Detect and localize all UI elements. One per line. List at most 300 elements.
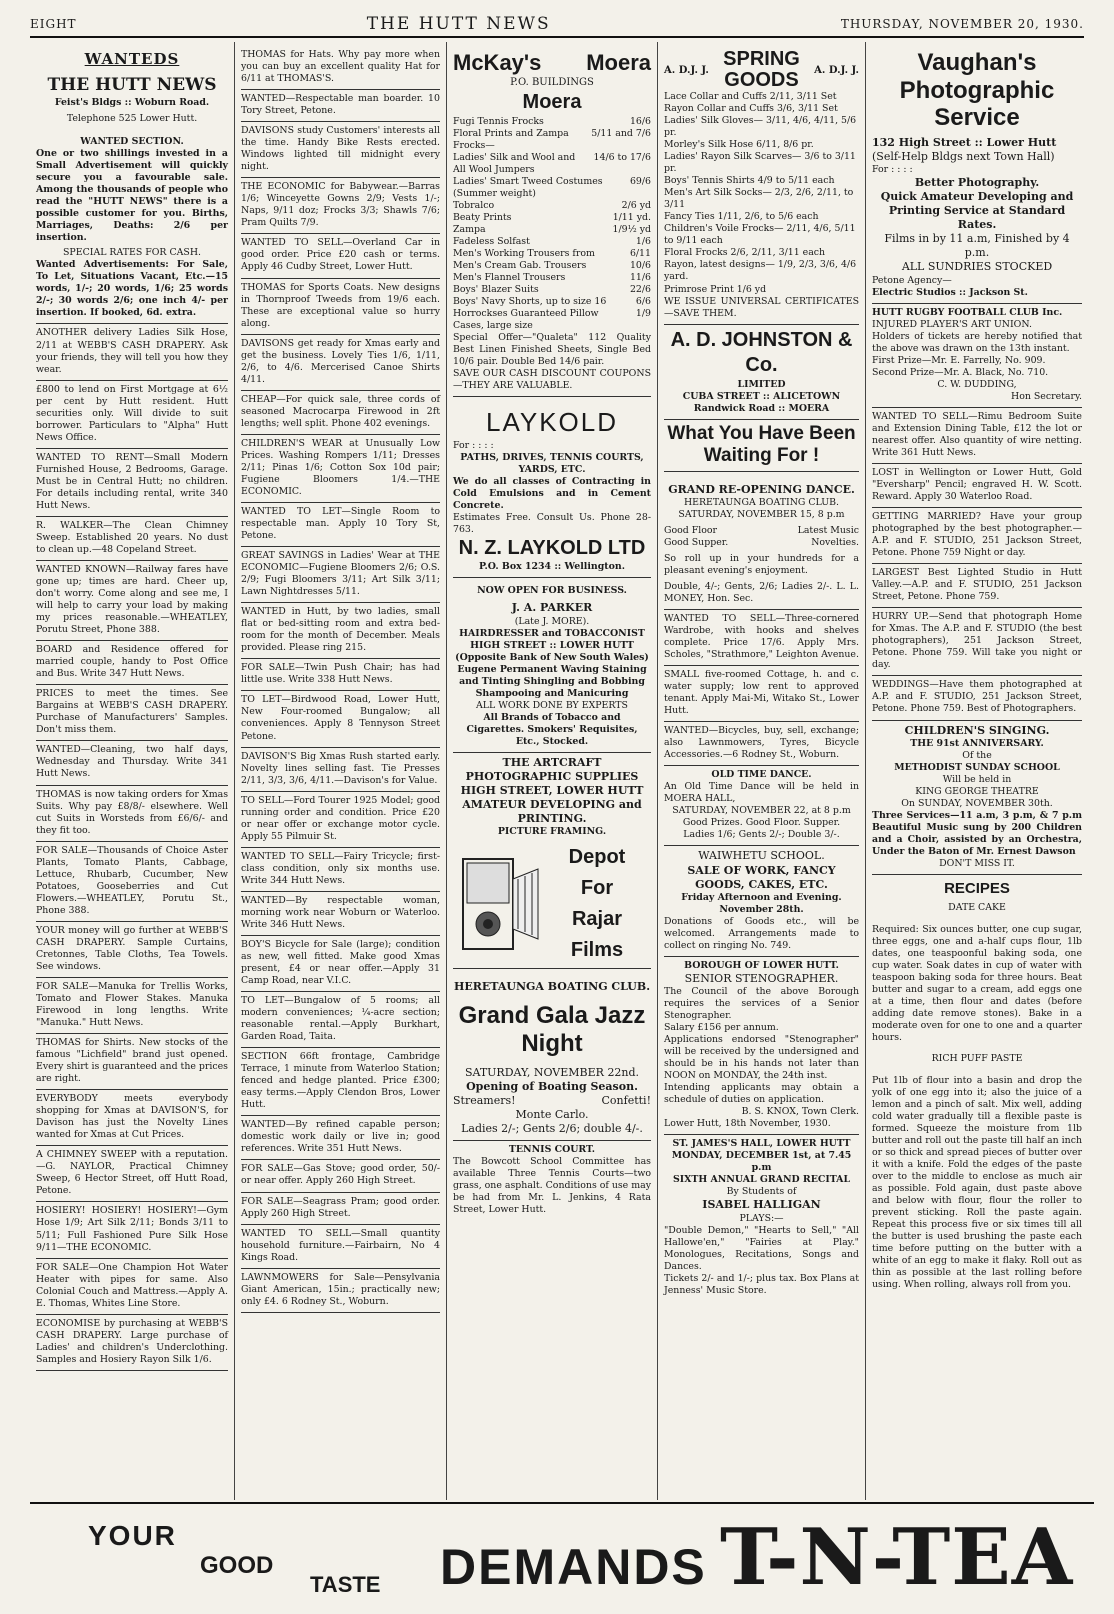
parker-name: J. A. PARKER bbox=[511, 601, 593, 615]
classified-ad bbox=[241, 435, 440, 503]
vaughan-ad bbox=[872, 46, 1082, 304]
classified-ad bbox=[872, 508, 1082, 564]
spring-item: Men's Art Silk Socks— 2/3, 2/6, 2/11, to 3/11 bbox=[664, 187, 854, 211]
recital-date: MONDAY, DECEMBER 1st, at 7.45 p.m bbox=[671, 1150, 852, 1174]
rugby-text: Holders of tickets are hereby notified that the above was drawn on the 13th instant. bbox=[872, 330, 1082, 354]
jazz-price: Ladies 2/-; Gents 2/6; double 4/-. bbox=[461, 1121, 643, 1135]
parker-late: (Late J. MORE). bbox=[514, 615, 590, 627]
old-time-dance-ad bbox=[664, 766, 859, 846]
price-row bbox=[453, 248, 651, 260]
vaughan-for: For : : : : bbox=[872, 163, 913, 175]
classified-ad bbox=[241, 547, 440, 603]
oldtime-date: SATURDAY, NOVEMBER 22, at 8 p.m bbox=[672, 805, 851, 817]
newspaper-title: THE HUTT NEWS bbox=[366, 14, 551, 34]
classified-text: WANTED TO SELL—Three-cornered Wardrobe, with hooks and shelves complete. Price 17/6. Apply Mrs. Scholes, "Strathmore," Leighton Avenue. bbox=[664, 612, 859, 660]
date-cake-heading: DATE CAKE bbox=[948, 902, 1006, 914]
puff-paste-heading: RICH PUFF PASTE bbox=[931, 1053, 1023, 1065]
price-row bbox=[453, 308, 651, 332]
paper-telephone: Telephone 525 Lower Hutt. bbox=[66, 112, 198, 124]
spring-item: Primrose Print 1/6 yd bbox=[664, 283, 767, 295]
recital-hall: ST. JAMES'S HALL, LOWER HUTT bbox=[672, 1138, 851, 1150]
classified-text: TO SELL—Ford Tourer 1925 Model; good running order and condition. Price £20 or near offer or exchange motor cycle. Apply 55 Pilmuir St. bbox=[241, 794, 440, 842]
classified-text: FOR SALE—Seagrass Pram; good order. Apply 260 High Street. bbox=[241, 1195, 440, 1219]
artcraft-name: THE ARTCRAFT PHOTOGRAPHIC SUPPLIES bbox=[465, 755, 639, 783]
item-price: 1/9½ yd bbox=[612, 223, 651, 235]
item-name: Beaty Prints bbox=[453, 211, 512, 223]
classified-text: DAVISONS get ready for Xmas early and get the business. Lovely Ties 1/6, 1/11, 2/6, to 4/6. Mercerised Canoe Shirts 4/11. bbox=[241, 337, 440, 385]
classified-text: WANTED TO SELL—Overland Car in good order. Price £20 cash or terms. Apply 46 Cudby Street, Lower Hutt. bbox=[241, 237, 440, 273]
johnston-name: A. D. JOHNSTON & Co. bbox=[670, 328, 853, 377]
classified-text: WANTED—Cleaning, two half days, Wednesday and Thursday. Write 341 Hutt News. bbox=[36, 744, 228, 780]
classified-ad bbox=[36, 517, 228, 561]
vaughan-agency: Petone Agency— bbox=[872, 274, 952, 286]
tn-tea-banner bbox=[30, 1502, 1094, 1608]
classified-text: LAWNMOWERS for Sale—Pensylvania Giant American, 15in.; practically new; only £4. 6 Rodney St., Woburn. bbox=[241, 1271, 440, 1307]
spring-item: Fancy Ties 1/11, 2/6, to 5/6 each bbox=[664, 211, 819, 223]
singing-date: On SUNDAY, NOVEMBER 30th. bbox=[901, 797, 1053, 809]
banner-good: GOOD bbox=[200, 1552, 274, 1579]
laykold-for: For : : : : bbox=[453, 439, 494, 451]
classified-text: WANTED TO RENT—Small Modern Furnished House, 2 Bedrooms, Garage. Must be in Central Hutt; no children. For details including rental, write 340 Hutt News. bbox=[36, 451, 228, 511]
oldtime-heading: OLD TIME DANCE. bbox=[711, 769, 812, 781]
singing-school: METHODIST SUNDAY SCHOOL bbox=[894, 761, 1060, 773]
section-heading: WANTED SECTION. bbox=[80, 136, 184, 147]
classified-ad bbox=[872, 464, 1082, 508]
johnston-ad bbox=[664, 325, 859, 420]
classified-text: THOMAS for Shirts. New stocks of the famous "Lichfield" brand just opened. Every shirt is guaranteed and the prices are right. bbox=[36, 1037, 228, 1085]
spring-title-1: SPRING bbox=[723, 48, 800, 70]
depot-line: Rajar bbox=[571, 908, 623, 931]
singing-text: Three Services—11 a.m, 3 p.m, & 7 p.m Beautiful Music sung by 200 Children and a Choir, assisted by an Orchestra, Under the Baton of Mr. Ernest Dawson bbox=[872, 809, 1082, 857]
classified-ad bbox=[241, 1048, 440, 1116]
item-price: 10/6 bbox=[629, 259, 651, 271]
vaughan-electric: Electric Studios :: Jackson St. bbox=[872, 286, 1028, 298]
oldtime-price: Ladies 1/6; Gents 2/-; Double 3/-. bbox=[683, 829, 840, 841]
spring-title bbox=[723, 49, 800, 91]
item-name: Ladies' Silk and Wool and All Wool Jumpers bbox=[453, 151, 576, 175]
price-row bbox=[453, 200, 651, 212]
price-row bbox=[453, 116, 651, 128]
classified-text: DAVISONS study Customers' interests all the time. Handy Bike Rests erected. Windows lighted till midnight every night. bbox=[241, 125, 440, 173]
borough-intending: Intending applicants may obtain a schedule of duties on application. bbox=[664, 1082, 859, 1106]
classified-text: HURRY UP.—Send that photograph Home for Xmas. The A.P. and F. STUDIO (the best photographers), 251 Jackson Street, Petone. Phone 759. Will take you night or day. bbox=[872, 611, 1082, 671]
borough-ad bbox=[664, 957, 859, 1135]
classified-text: BOARD and Residence offered for married couple, handy to Post Office and Bus. Write 347 Hutt News. bbox=[36, 644, 228, 680]
item-price: 1/6 bbox=[635, 235, 651, 247]
classified-ad bbox=[241, 46, 440, 90]
classified-ad bbox=[241, 1160, 440, 1192]
camera-icon bbox=[453, 849, 543, 959]
classified-ad bbox=[241, 992, 440, 1048]
artcraft-address: HIGH STREET, LOWER HUTT bbox=[460, 784, 644, 798]
singing-held: Will be held in bbox=[942, 773, 1012, 785]
singing-of: Of the bbox=[962, 749, 992, 761]
paper-address: Feist's Bldgs :: Woburn Road. bbox=[54, 96, 210, 108]
classified-ad bbox=[241, 1116, 440, 1160]
dance-supper: Good Supper. bbox=[664, 536, 729, 548]
classified-text: THOMAS is now taking orders for Xmas Suits. Why pay £8/8/- elsewhere. Well cut Suits in Worsteds from £6/6/- and they fit too. bbox=[36, 788, 228, 836]
classified-text: WANTED—By respectable woman, morning work near Woburn or Waterloo. Write 346 Hutt News. bbox=[241, 894, 440, 930]
rates-heading: SPECIAL RATES FOR CASH. bbox=[63, 247, 201, 259]
tennis-court-ad bbox=[453, 1141, 651, 1220]
classified-text: R. WALKER—The Clean Chimney Sweep. Established 20 years. No dust to clean up.—48 Copeland Street. bbox=[36, 519, 228, 555]
classified-text: SECTION 66ft frontage, Cambridge Terrace, 1 minute from Waterloo Station; fenced and hedge planted. Price £300; easy terms.—Apply Clendon Bros, Lower Hutt. bbox=[241, 1051, 440, 1111]
spring-logo-right: A. D.J. J. bbox=[814, 64, 859, 76]
borough-heading: BOROUGH OF LOWER HUTT. bbox=[684, 959, 839, 971]
classified-ad bbox=[872, 608, 1082, 676]
jazz-night-ad bbox=[453, 969, 651, 1141]
classified-ad bbox=[241, 603, 440, 659]
waiwhetu-heading: WAIWHETU SCHOOL. bbox=[698, 849, 825, 863]
singing-miss: DON'T MISS IT. bbox=[939, 857, 1015, 869]
classified-text: FOR SALE—Manuka for Trellis Works, Tomato and Flower Stakes. Manuka Firewood in long lengths. Write "Manuka." Hutt News. bbox=[36, 980, 228, 1029]
classified-ad bbox=[241, 1193, 440, 1225]
rugby-role: Hon Secretary. bbox=[1011, 390, 1082, 402]
dance-features-1 bbox=[664, 525, 859, 537]
classified-text: CHEAP—For quick sale, three cords of seasoned Macrocarpa Firewood in 2ft lengths; well split. Phone 402 evenings. bbox=[241, 393, 440, 429]
depot-line: For bbox=[580, 877, 614, 900]
classified-text: BOY'S Bicycle for Sale (large); condition as new, well fitted. Make good Xmas present, £4 or near offer.—Apply 31 Camp Road, near V.I.C. bbox=[241, 938, 440, 987]
price-row bbox=[453, 224, 651, 236]
classified-ad bbox=[36, 922, 228, 978]
price-row bbox=[453, 212, 651, 224]
classified-text: HOSIERY! HOSIERY! HOSIERY!—Gym Hose 1/9; Art Silk 2/11; Bonds 3/11 to 5/11; Full Fashioned Pure Silk Hose 9/11—THE ECONOMIC. bbox=[36, 1205, 228, 1253]
spring-certs: WE ISSUE UNIVERSAL CERTIFICATES—SAVE THEM. bbox=[664, 295, 859, 319]
classified-text: WANTED TO LET—Single Room to respectable man. Apply 10 Tory St, Petone. bbox=[241, 506, 440, 542]
waiting-line-2: Waiting For ! bbox=[703, 444, 820, 466]
classified-ad bbox=[241, 503, 440, 547]
spring-item: Rayon Collar and Cuffs 3/6, 3/11 Set bbox=[664, 103, 838, 115]
classified-ad bbox=[241, 391, 440, 435]
singing-anniversary: THE 91st ANNIVERSARY. bbox=[910, 737, 1044, 749]
rugby-first: First Prize—Mr. E. Farrelly, No. 909. bbox=[872, 354, 1046, 366]
issue-date: THURSDAY, NOVEMBER 20, 1930. bbox=[840, 17, 1084, 31]
waiting-ad bbox=[664, 420, 859, 472]
vaughan-title: Vaughan's Photographic Service bbox=[899, 49, 1055, 132]
classified-list bbox=[36, 324, 228, 1370]
classified-ad bbox=[36, 685, 228, 741]
laykold-text: We do all classes of Contracting in Cold Emulsions and in Cement Concrete. bbox=[453, 475, 651, 511]
johnston-limited: LIMITED bbox=[737, 378, 786, 390]
banner-demands: DEMANDS bbox=[440, 1539, 707, 1595]
item-name: Men's Flannel Trousers bbox=[453, 271, 566, 283]
tennis-text: The Bowcott School Committee has available Three Tennis Courts—two grass, one asphalt. Conditions of use may be had from Mr. L. Jenkins, 4 Rata Street, Lower Hutt. bbox=[453, 1155, 651, 1216]
recital-tickets: Tickets 2/- and 1/-; plus tax. Box Plans at Jenness' Music Store. bbox=[664, 1272, 859, 1296]
column-classifieds bbox=[235, 42, 447, 1500]
borough-text: The Council of the above Borough requires the services of a Senior Stenographer. bbox=[664, 985, 859, 1021]
item-name: Zampa bbox=[453, 223, 486, 235]
recital-ad bbox=[664, 1135, 859, 1300]
tennis-heading: TENNIS COURT. bbox=[508, 1143, 596, 1155]
classified-text: TO LET—Bungalow of 5 rooms; all modern conveniences; ¼-acre section; reasonable rental.—Apply Burkhart, Garden Road, Taita. bbox=[241, 995, 440, 1043]
dance-text: So roll up in your hundreds for a pleasant evening's enjoyment. bbox=[664, 552, 859, 576]
recital-title: SIXTH ANNUAL GRAND RECITAL bbox=[672, 1174, 851, 1186]
classified-text: GREAT SAVINGS in Ladies' Wear at THE ECONOMIC—Fugiene Bloomers 2/6; O.S. 2/9; Fugi Bloomers 3/11; Art Silk 3/11; Lawn Nightdresses 5/11. bbox=[241, 550, 440, 598]
masthead-rule bbox=[30, 36, 1084, 38]
classified-ad bbox=[664, 610, 859, 666]
puff-paste-text: Put 1lb of flour into a basin and drop the yolk of one egg into it; also the juice of a lemon and a pinch of salt. Mix well, adding cold water gradually till a flexible paste is formed. Squeeze the moisture from 1lb butter and roll out the paste till half an inch or so thick and spread pieces of butter over it with a knife. Fold the edges of the paste over to the middle to enclose as much air as possible. Fold again, dust paste above and below with flour, flour the roller to prevent sticking. Roll the paste again. Repeat this process five or six times till all the butter is used brushing the paste each time before putting on the butter with a white of an egg to make it flaky. Roll out as thin as possible at the last rolling before using. When rolling, always roll from you. bbox=[872, 1074, 1082, 1291]
parker-opposite: (Opposite Bank of New South Wales) bbox=[455, 651, 649, 663]
classified-ad bbox=[36, 561, 228, 641]
item-name: Boys' Blazer Suits bbox=[453, 283, 539, 295]
classified-text: LOST in Wellington or Lower Hutt, Gold "Eversharp" Pencil; engraved H. W. Scott. Reward. Apply 30 Waterloo Road. bbox=[872, 466, 1082, 503]
oldtime-prizes: Good Prizes. Good Floor. Supper. bbox=[682, 817, 841, 829]
spring-item: Ladies' Silk Gloves— 3/11, 4/6, 4/11, 5/6 pr. bbox=[664, 115, 857, 139]
borough-sign: B. S. KNOX, Town Clerk. bbox=[741, 1106, 859, 1118]
jazz-extras bbox=[453, 1094, 651, 1108]
rugby-heading: HUTT RUGBY FOOTBALL CLUB Inc. bbox=[872, 306, 1063, 318]
item-price: 1/11 yd. bbox=[612, 211, 651, 223]
vaughan-quick: Quick Amateur Developing and Printing Service at Standard Rates. bbox=[880, 190, 1074, 232]
banner-your: YOUR bbox=[88, 1520, 177, 1551]
mckay-name: McKay's bbox=[453, 50, 542, 75]
waiwhetu-when: Friday Afternoon and Evening. November 28th. bbox=[681, 891, 842, 915]
classified-text: WANTED in Hutt, by two ladies, small flat or bed-sitting room and extra bed-room for the month of December. Meals provided. Please ring 215. bbox=[241, 606, 440, 654]
laykold-title: LAYKOLD bbox=[485, 407, 618, 438]
classified-text: LARGEST Best Lighted Studio in Hutt Valley.—A.P. and F. STUDIO, 251 Jackson Street, Petone. Phone 759. bbox=[872, 567, 1082, 603]
dance-price: Double, 4/-; Gents, 2/6; Ladies 2/-. L. L. MONEY, Hon. Sec. bbox=[664, 580, 859, 604]
masthead bbox=[30, 14, 1084, 34]
depot-rajar bbox=[543, 842, 651, 966]
classified-ad bbox=[241, 122, 440, 178]
classified-text: WANTED—By refined capable person; domestic work daily or live in; good references. Write 351 Hutt News. bbox=[241, 1119, 440, 1155]
item-price: 6/6 bbox=[635, 296, 651, 308]
rugby-ad bbox=[872, 304, 1082, 408]
price-row bbox=[453, 128, 651, 152]
classified-text: WEDDINGS—Have them photographed at A.P. and F. STUDIO, 251 Jackson Street, Petone. Phone 759. Best of Photographers. bbox=[872, 679, 1082, 715]
classified-text: ANOTHER delivery Ladies Silk Hose, 2/11 at WEBB'S CASH DRAPERY. Ask your friends, they will tell you how they wear. bbox=[36, 327, 228, 375]
classified-text: GETTING MARRIED? Have your group photographed by the best photographer.—A.P. and F. STUDIO, 251 Jackson Street, Petone. Phone 759 Night or day. bbox=[872, 511, 1082, 559]
waiwhetu-sale: SALE OF WORK, FANCY GOODS, CAKES, ETC. bbox=[687, 863, 836, 891]
rugby-second: Second Prize—Mr. A. Black, No. 710. bbox=[872, 366, 1049, 378]
item-price: 1/9 bbox=[635, 308, 651, 320]
classified-ad bbox=[36, 641, 228, 685]
column-wanteds bbox=[30, 42, 235, 1500]
classified-ad bbox=[36, 978, 228, 1034]
classified-text: £800 to lend on First Mortgage at 6½ per cent by Hutt resident. Hutt securities only. Will divide to suit borrower. Particulars to "Alpha" Hutt News Office. bbox=[36, 383, 228, 443]
depot-box bbox=[453, 844, 651, 964]
classified-text: WANTED TO SELL—Rimu Bedroom Suite and Extension Dining Table, £12 the lot or nearest offer. Also quantity of wire netting. Write 361 Hutt News. bbox=[872, 410, 1082, 458]
classified-text: SMALL five-roomed Cottage, h. and c. water supply; low rent to approved tenant. Apply Mai-Mi, Witako St., Lower Hutt. bbox=[664, 669, 859, 717]
artcraft-ad bbox=[453, 753, 651, 969]
parker-experts: ALL WORK DONE BY EXPERTS bbox=[476, 699, 628, 711]
oldtime-text: An Old Time Dance will be held in MOERA HALL, bbox=[664, 781, 859, 805]
rugby-sign: C. W. DUDDING, bbox=[937, 378, 1017, 390]
classified-text: WANTED—Bicycles, buy, sell, exchange; also Lawnmowers, Tyres, Bicycle Accessories.—6 Rodney St., Woburn. bbox=[664, 725, 859, 761]
classified-text: ECONOMISE by purchasing at WEBB'S CASH DRAPERY. Large purchase of Ladies' and children's Underclothing. Samples and Hosiery Rayon Silk 1/6. bbox=[36, 1317, 228, 1365]
borough-salary: Salary £156 per annum. bbox=[664, 1022, 779, 1034]
recital-name: ISABEL HALLIGAN bbox=[702, 1198, 821, 1212]
classified-ad bbox=[241, 178, 440, 234]
johnston-street: CUBA STREET :: ALICETOWN bbox=[682, 390, 841, 402]
columns bbox=[30, 42, 1094, 1500]
parker-ad bbox=[453, 578, 651, 752]
waiting-line-1: What You Have Been bbox=[667, 422, 856, 444]
section-text: One or two shillings invested in a Small Advertisement will quickly secure you a favourable sale. Among the thousands of people who read the "HUTT NEWS" there is a possible customer for you. Births, Marriages, Deaths: 2/6 per insertion. bbox=[36, 148, 228, 244]
classified-text: PRICES to meet the times. See Bargains at WEBB'S CASH DRAPERY. Purchase of Manufacturers' Samples. Don't miss them. bbox=[36, 688, 228, 736]
laykold-estimates: Estimates Free. Consult Us. Phone 28-763. bbox=[453, 511, 651, 535]
column-notices bbox=[866, 42, 1088, 1500]
classified-ad bbox=[241, 936, 440, 992]
jazz-title: Grand Gala Jazz Night bbox=[458, 1002, 646, 1057]
classified-ad bbox=[872, 676, 1082, 720]
classified-text: FOR SALE—One Champion Hot Water Heater with pipes for same. Also Colonial Couch and Mattress.—Apply A. E. Thomas, Whites Line Store. bbox=[36, 1261, 228, 1309]
parker-trade: HAIRDRESSER and TOBACCONIST HIGH STREET :: LOWER HUTT bbox=[459, 627, 645, 651]
spring-item: Ladies' Rayon Silk Scarves— 3/6 to 3/11 pr. bbox=[664, 151, 856, 175]
wanteds-title: WANTEDS bbox=[84, 50, 180, 68]
spring-item: Rayon, latest designs— 1/9, 2/3, 3/6, 4/6 yard. bbox=[664, 259, 857, 283]
dance-club: HERETAUNGA BOATING CLUB. bbox=[683, 496, 840, 508]
waiwhetu-text: Donations of Goods etc., will be welcomed. Arrangements made to collect on ringing No. 749. bbox=[664, 915, 859, 951]
classified-ad bbox=[36, 842, 228, 922]
classified-ad bbox=[36, 449, 228, 517]
spring-logo-left: A. D.J. J. bbox=[664, 64, 709, 76]
borough-sub: SENIOR STENOGRAPHER. bbox=[684, 971, 839, 985]
depot-line: Films bbox=[570, 939, 624, 962]
recital-plays: "Double Demon," "Hearts to Sell," "All Hallowe'en," "Fairies at Play." Monologues, Recitations, Songs and Dances. bbox=[664, 1224, 859, 1272]
artcraft-amateur: AMATEUR DEVELOPING and PRINTING. bbox=[462, 798, 642, 826]
parker-brands: All Brands of Tobacco and Cigarettes. Smokers' Requisites, Etc., Stocked. bbox=[466, 711, 638, 747]
classified-text: WANTED TO SELL—Small quantity household furniture.—Fairbairn, No 4 Kings Road. bbox=[241, 1227, 440, 1263]
classified-ad bbox=[241, 335, 440, 391]
classified-ad bbox=[241, 1225, 440, 1269]
jazz-streamers: Streamers! bbox=[453, 1093, 516, 1107]
jazz-club: HERETAUNGA BOATING CLUB. bbox=[453, 980, 651, 994]
spring-goods-ad bbox=[664, 46, 859, 325]
laykold-ad bbox=[453, 397, 651, 578]
vaughan-better: Better Photography. bbox=[914, 175, 1040, 189]
banner-tea: T-N-TEA bbox=[720, 1512, 1074, 1603]
classified-ad bbox=[241, 90, 440, 122]
recital-plays-head: PLAYS:— bbox=[739, 1212, 784, 1224]
dance-heading: GRAND RE-OPENING DANCE. bbox=[668, 482, 855, 496]
classified-ad bbox=[241, 1269, 440, 1313]
waiwhetu-ad bbox=[664, 846, 859, 956]
classified-text: YOUR money will go further at WEBB'S CASH DRAPERY. Sample Curtains, Cretonnes, Table Cloths, Tea Towels. See windows. bbox=[36, 924, 228, 972]
classified-ad bbox=[36, 1034, 228, 1090]
classified-ad bbox=[36, 324, 228, 380]
singing-theatre: KING GEORGE THEATRE bbox=[915, 785, 1039, 797]
paper-name: THE HUTT NEWS bbox=[47, 75, 217, 96]
reopening-dance-ad bbox=[664, 472, 859, 610]
classified-text: THE ECONOMIC for Babywear.—Barras 1/6; Winceyette Gowns 2/9; Vests 1/-; Naps, 9/11 doz; Frocks 3/3; Shawls 7/6; Pram Quilts 7/9. bbox=[241, 181, 440, 229]
classified-ad bbox=[36, 741, 228, 785]
price-row bbox=[453, 236, 651, 248]
dance-music: Latest Music bbox=[797, 524, 859, 536]
classified-ad bbox=[872, 408, 1082, 464]
classified-ad bbox=[241, 234, 440, 278]
classified-ad bbox=[241, 279, 440, 335]
classified-text: DAVISON'S Big Xmas Rush started early. Novelty lines selling fast. Tie Presses 2/11, 3/3, 3/6, 4/11.—Davison's for Value. bbox=[241, 750, 440, 786]
classified-ad bbox=[36, 381, 228, 449]
classified-text: WANTED TO SELL—Fairy Tricycle; first-class condition, only six months use. Write 344 Hutt News. bbox=[241, 850, 440, 886]
coupons-note: SAVE OUR CASH DISCOUNT COUPONS—THEY ARE VALUABLE. bbox=[453, 368, 651, 392]
classified-text: EVERYBODY meets everybody shopping for Xmas at DAVISON'S, for Davison has just the Novelty Lines wanted for Xmas at Cut Prices. bbox=[36, 1093, 228, 1141]
classified-text: FOR SALE—Twin Push Chair; has had little use. Write 338 Hutt News. bbox=[241, 662, 440, 686]
item-price: 5/11 and 7/6 bbox=[591, 127, 651, 139]
classified-ad bbox=[241, 691, 440, 747]
mckay-header bbox=[453, 49, 651, 77]
mckay-place: Moera bbox=[522, 90, 582, 113]
singing-ad bbox=[872, 721, 1082, 875]
page-number: EIGHT bbox=[30, 17, 77, 31]
spring-item: Morley's Silk Hose 6/11, 8/6 pr. bbox=[664, 139, 814, 151]
price-row bbox=[453, 176, 651, 200]
laykold-box: P.O. Box 1234 :: Wellington. bbox=[479, 561, 625, 573]
classified-ad bbox=[36, 1315, 228, 1371]
column-display-ads bbox=[447, 42, 658, 1500]
item-price: 69/6 bbox=[629, 175, 651, 187]
item-price: 22/6 bbox=[629, 283, 651, 295]
item-name: Fadeless Solfast bbox=[453, 235, 530, 247]
classified-ad bbox=[36, 1202, 228, 1258]
item-price: 16/6 bbox=[629, 115, 651, 127]
classified-text: CHILDREN'S WEAR at Unusually Low Prices. Washing Rompers 1/11; Dresses 2/11; Pinas 1/6; Cotton Sox 10d pair; Fugiene Bloomers 1/4.—THE ECONOMIC. bbox=[241, 437, 440, 497]
classified-ad bbox=[241, 748, 440, 792]
laykold-company: N. Z. LAYKOLD LTD bbox=[458, 536, 646, 559]
laykold-paths: PATHS, DRIVES, TENNIS COURTS, YARDS, ETC. bbox=[460, 451, 644, 475]
spring-item: Lace Collar and Cuffs 2/11, 3/11 Set bbox=[664, 91, 837, 102]
item-price: 11/6 bbox=[629, 271, 651, 283]
classified-text: FOR SALE—Thousands of Choice Aster Plants, Tomato Plants, Cabbage, Lettuce, Rhubarb, Cucumber, New Potatoes, Gooseberries and Cut Flowers.—WHEATLEY, Porutu St., Phone 388. bbox=[36, 844, 228, 916]
classified-ad bbox=[241, 848, 440, 892]
classified-list bbox=[664, 610, 859, 766]
price-list bbox=[453, 116, 651, 333]
classified-text: WANTED—Respectable man boarder. 10 Tory Street, Petone. bbox=[241, 93, 440, 117]
item-price: 14/6 to 17/6 bbox=[593, 151, 651, 163]
item-price: 2/6 yd bbox=[621, 199, 651, 211]
price-row bbox=[453, 296, 651, 308]
item-price: 6/11 bbox=[629, 247, 651, 259]
spring-item: Children's Voile Frocks— 2/11, 4/6, 5/11 to 9/11 each bbox=[664, 223, 856, 247]
item-name: Tobralco bbox=[453, 199, 495, 211]
classified-text: FOR SALE—Gas Stove; good order, 50/- or near offer. Apply 260 High Street. bbox=[241, 1163, 440, 1187]
recipes-section bbox=[872, 879, 1082, 1291]
price-row bbox=[453, 152, 651, 176]
spring-header bbox=[664, 49, 859, 91]
jazz-date: SATURDAY, NOVEMBER 22nd. bbox=[464, 1065, 640, 1079]
mckay-location: Moera bbox=[586, 50, 651, 75]
johnston-road: Randwick Road :: MOERA bbox=[693, 402, 830, 414]
item-name: Floral Prints and Zampa Frocks— bbox=[453, 127, 569, 151]
parker-services: Eugene Permanent Waving Staining and Tinting Shingling and Bobbing Shampooing and Manicuring bbox=[457, 663, 647, 699]
item-name: Fugi Tennis Frocks bbox=[453, 115, 544, 127]
date-cake-text: Required: Six ounces butter, one cup sugar, three eggs, one and a-half cups flour, 1lb dates, one teaspoonful baking soda, one cup water. Soak dates in cup of water with teaspoon baking soda for three hours. Beat butter and sugar to a cream, add eggs one at a time, then flour and dates (before adding date remove stones). Bake in a moderate oven for one to one and a quarter hours. bbox=[872, 923, 1082, 1043]
dance-date: SATURDAY, NOVEMBER 15, 8 p.m bbox=[678, 508, 845, 520]
classified-list bbox=[241, 46, 440, 1313]
borough-apply: Applications endorsed "Stenographer" will be received by the undersigned and should be in his hands not later than NOON on MONDAY, the 24th inst. bbox=[664, 1034, 859, 1082]
classified-ad bbox=[36, 1090, 228, 1146]
dance-features-2 bbox=[664, 537, 859, 549]
classified-ad bbox=[664, 722, 859, 766]
classified-ad bbox=[36, 786, 228, 842]
classified-text: WANTED KNOWN—Railway fares have gone up; times are hard. Cheer up, don't worry. Come along and see me, I will help to carry your load by making my prices reasonable.—WHEATLEY, Porutu Street, Phone 388. bbox=[36, 564, 228, 636]
mckay-buildings: P.O. BUILDINGS bbox=[510, 77, 594, 89]
classified-text: THOMAS for Hats. Why pay more when you can buy an excellent quality Hat for 6/11 at THOMAS'S. bbox=[241, 49, 440, 85]
vaughan-sundries: ALL SUNDRIES STOCKED bbox=[901, 260, 1053, 274]
classified-ad bbox=[36, 1146, 228, 1202]
vaughan-address: 132 High Street :: Lower Hutt bbox=[872, 135, 1057, 149]
banner-taste: TASTE bbox=[310, 1572, 381, 1597]
item-name: Men's Cream Gab. Trousers bbox=[453, 259, 587, 271]
dance-novelties: Novelties. bbox=[811, 536, 859, 548]
classified-list bbox=[872, 408, 1082, 721]
price-row bbox=[453, 272, 651, 284]
jazz-monte: Monte Carlo. bbox=[515, 1107, 589, 1121]
vaughan-bldgs: (Self-Help Bldgs next Town Hall) bbox=[872, 149, 1055, 163]
rugby-sub: INJURED PLAYER'S ART UNION. bbox=[872, 318, 1032, 330]
recipes-heading: RECIPES bbox=[944, 879, 1010, 897]
